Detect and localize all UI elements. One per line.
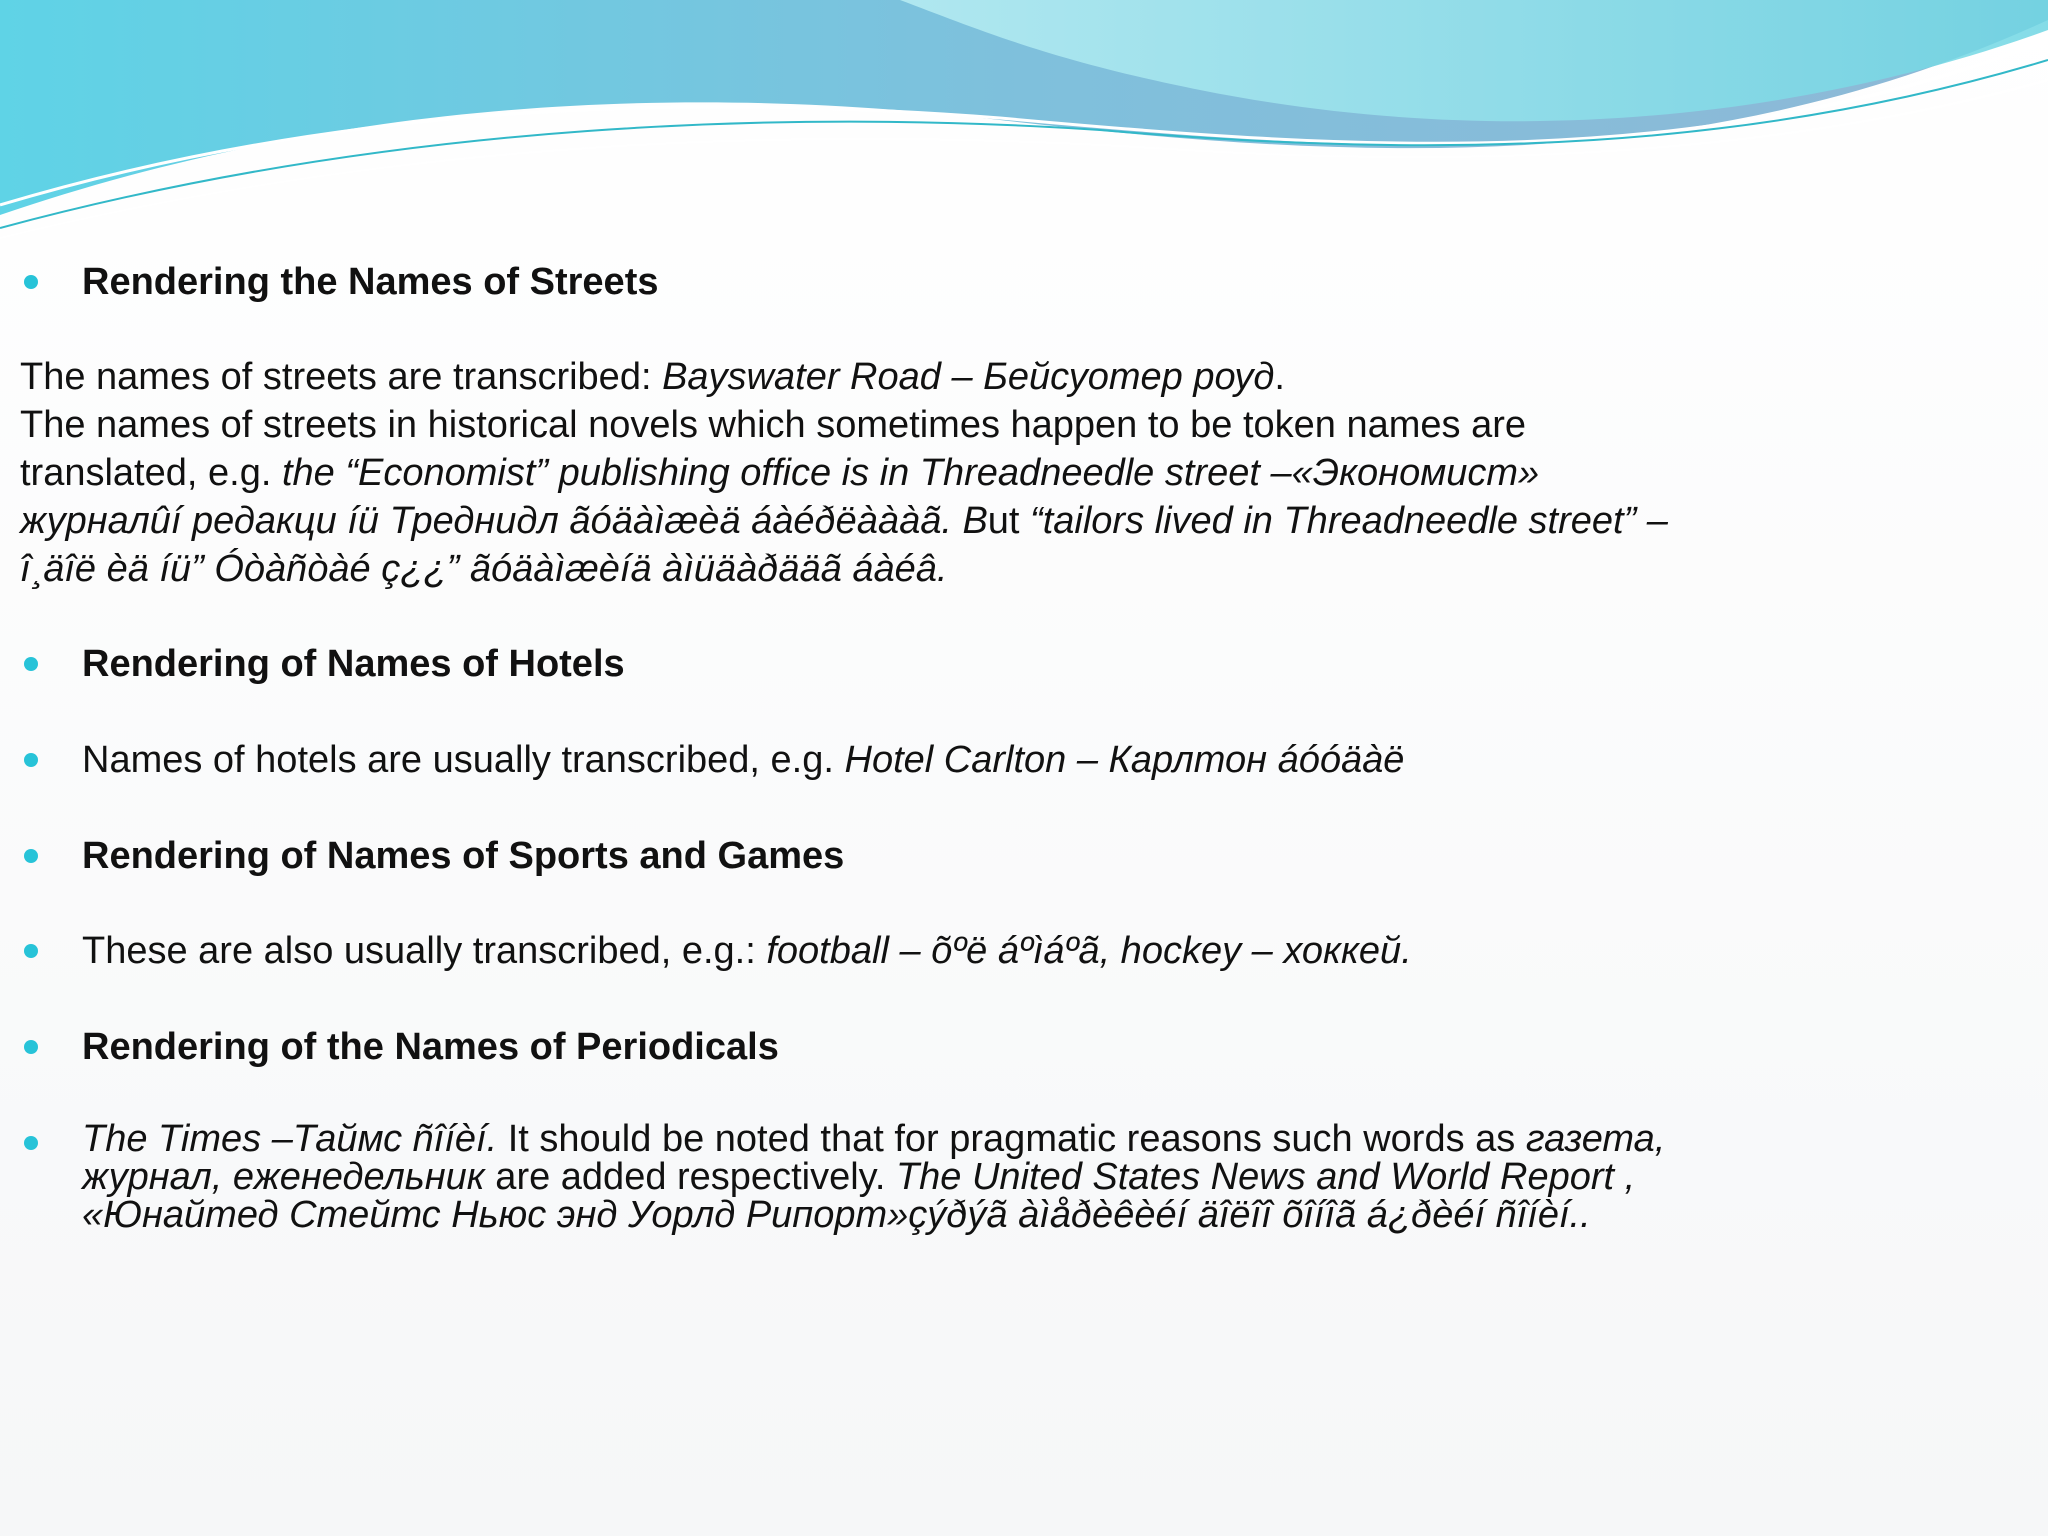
periodicals-line-2-example: журнал, еженедельник: [82, 1156, 485, 1198]
streets-line-4-text: ut: [987, 500, 1031, 542]
bullet-dot: [24, 944, 38, 958]
heading-periodicals: Rendering of the Names of Periodicals: [82, 1026, 779, 1068]
periodicals-line-1-text: It should be noted that for pragmatic reasons such words as: [497, 1118, 1526, 1160]
bullet-dot: [24, 753, 38, 767]
sports-text-prefix: These are also usually transcribed, e.g.:: [82, 930, 767, 972]
streets-line-4-example: журналûí редакци íü Треднидл ãóäàìæèä áàéðëàààã. B: [20, 500, 988, 542]
heading-hotels: Rendering of Names of Hotels: [82, 643, 625, 685]
streets-line-1-suffix: .: [1274, 356, 1285, 398]
periodicals-line-1-example-2: газета,: [1525, 1118, 1666, 1160]
bullet-dot: [24, 1136, 38, 1150]
sports-text: [82, 929, 1412, 973]
bullet-dot: [24, 275, 38, 289]
heading-sports: Rendering of Names of Sports and Games: [82, 835, 845, 877]
hotels-text-prefix: Names of hotels are usually transcribed, e.g.: [82, 739, 845, 781]
periodicals-line-2: [82, 1158, 1635, 1196]
streets-line-3-example: the “Economist” publishing office is in Threadneedle street –«Экономист»: [281, 452, 1540, 494]
bullet-dot: [24, 1040, 38, 1054]
hotels-text: [82, 738, 1404, 782]
bullet-dot: [24, 657, 38, 671]
periodicals-line-1: [82, 1120, 1665, 1158]
streets-line-2: The names of streets in historical novels which sometimes happen to be token names are: [20, 404, 1526, 446]
streets-line-1-example: Bayswater Road – Бейсуотер роуд: [662, 356, 1275, 398]
bullet-dot: [24, 849, 38, 863]
periodicals-line-1-example: The Times –Таймс ñîíèí.: [82, 1118, 498, 1160]
streets-line-3-text: translated, e.g.: [20, 452, 282, 494]
periodicals-line-3: «Юнайтед Стейтс Ньюс энд Уорлд Рипорт»çýðýã àìåðèêèéí äîëîî õîíîã á¿ðèéí ñîíèí..: [82, 1194, 1591, 1236]
streets-line-5: î¸äîë èä íü” Óòàñòàé ç¿¿” ãóäàìæèíä àìüäàðääã áàéâ.: [20, 548, 948, 590]
heading-streets: Rendering the Names of Streets: [82, 261, 659, 303]
streets-line-1-text: The names of streets are transcribed:: [20, 356, 663, 398]
streets-line-1: [20, 355, 1285, 399]
streets-line-3: [20, 451, 1539, 495]
streets-line-4-example-2: “tailors lived in Threadneedle street” –: [1030, 500, 1668, 542]
periodicals-line-2-example-2: The United States News and World Report ,: [895, 1156, 1636, 1198]
sports-text-example: football – õºë áºìáºã, hockey – хоккей.: [766, 930, 1412, 972]
hotels-text-example: Hotel Carlton – Карлтон áóóäàë: [844, 739, 1405, 781]
streets-line-4: [20, 499, 1668, 543]
periodicals-line-2-text: are added respectively.: [484, 1156, 896, 1198]
